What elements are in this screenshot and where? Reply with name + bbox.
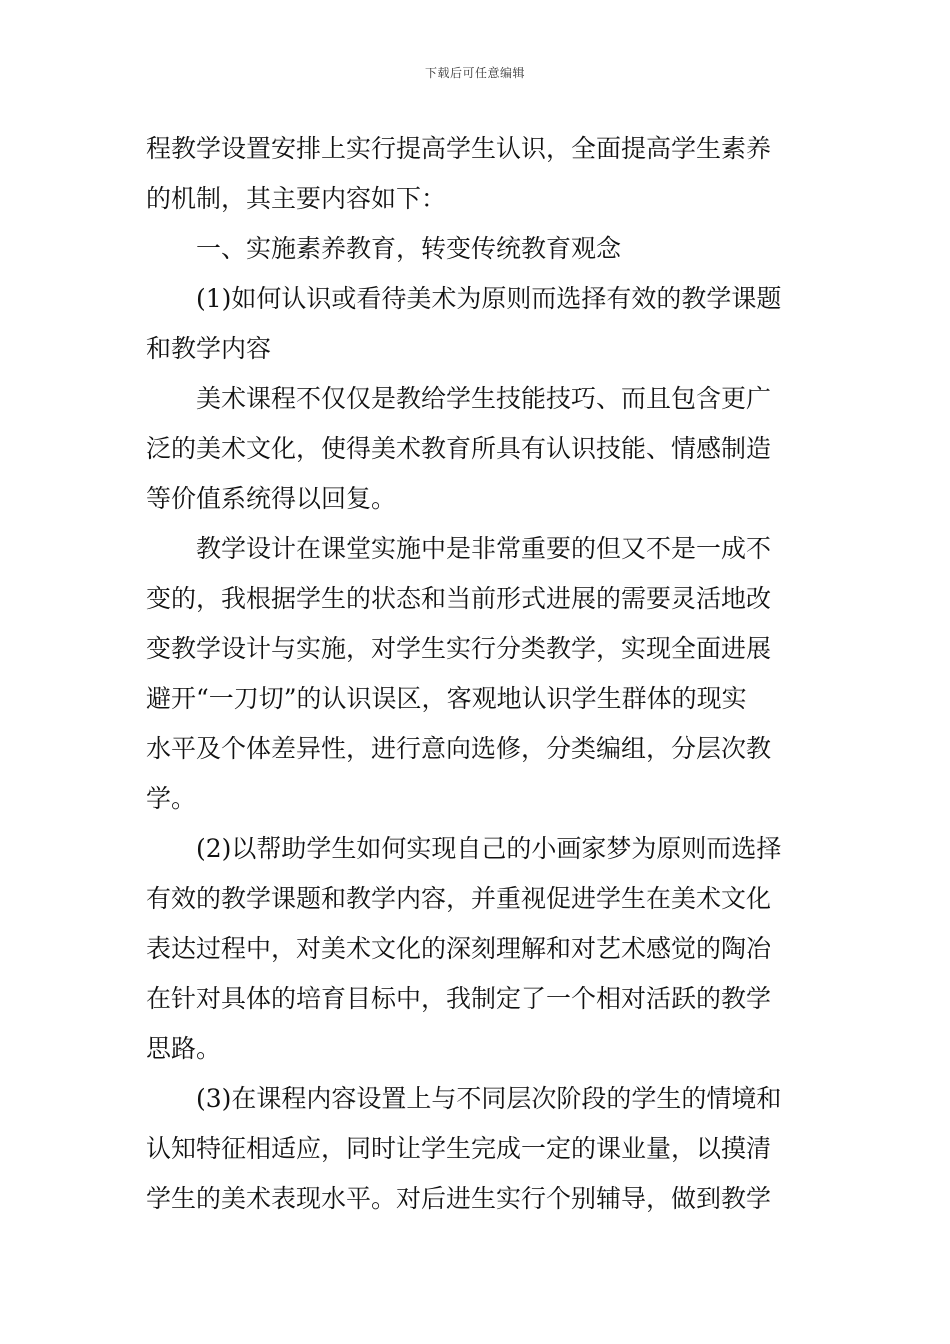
text-line: 表达过程中，对美术文化的深刻理解和对艺术感觉的陶冶 [146,934,772,963]
text-line: 变教学设计与实施，对学生实行分类教学，实现全面进展 [146,634,772,663]
text-line: 学生的美术表现水平。对后进生实行个别辅导，做到教学 [146,1184,772,1213]
page-header: 下载后可任意编辑 [424,66,525,80]
text-line: 教学设计在课堂实施中是非常重要的但又不是一成不 [196,534,772,563]
text-line: (2)以帮助学生如何实现自己的小画家梦为原则而选择 [196,834,782,863]
text-line: 和教学内容 [146,334,272,363]
text-line: 的机制，其主要内容如下： [146,184,447,213]
text-line: 等价值系统得以回复。 [146,484,397,513]
text-line: (1)如何认识或看待美术为原则而选择有效的教学课题 [196,284,782,313]
text-line: 水平及个体差异性，进行意向选修，分类编组，分层次教 [146,734,772,763]
text-line: (3)在课程内容设置上与不同层次阶段的学生的情境和 [196,1084,782,1113]
text-line: 变的，我根据学生的状态和当前形式进展的需要灵活地改 [146,584,772,613]
text-line: 学。 [146,784,197,813]
text-line: 程教学设置安排上实行提高学生认识，全面提高学生素养 [146,134,772,163]
text-line: 避开“一刀切”的认识误区，客观地认识学生群体的现实 [146,684,747,713]
text-line: 美术课程不仅仅是教给学生技能技巧、而且包含更广 [196,384,772,413]
text-line: 有效的教学课题和教学内容，并重视促进学生在美术文化 [146,884,772,913]
section-heading: 一、实施素养教育，转变传统教育观念 [196,234,622,263]
document-body [146,124,808,1224]
text-line: 在针对具体的培育目标中，我制定了一个相对活跃的教学 [146,984,772,1013]
text-line: 思路。 [146,1034,222,1063]
text-line: 认知特征相适应，同时让学生完成一定的课业量，以摸清 [146,1134,772,1163]
text-line: 泛的美术文化，使得美术教育所具有认识技能、情感制造 [146,434,772,463]
